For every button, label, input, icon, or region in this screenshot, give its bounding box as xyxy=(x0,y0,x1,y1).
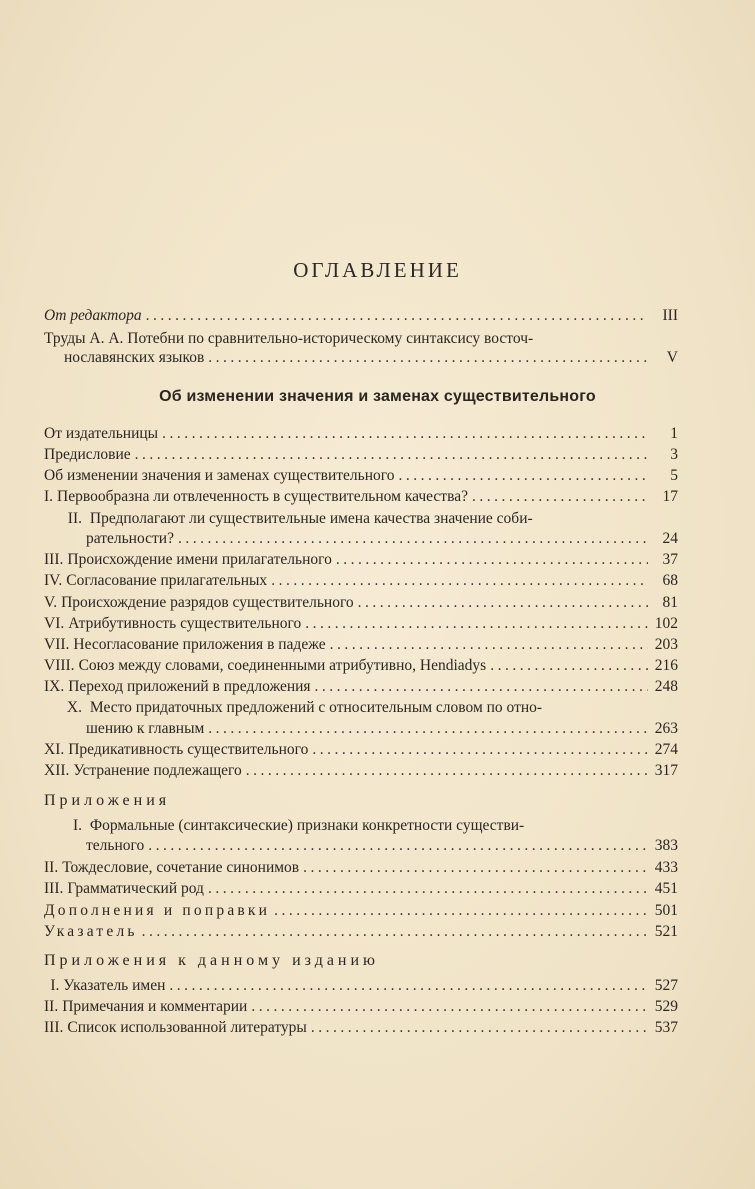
leader-dots xyxy=(208,879,648,899)
toc-entry[interactable] xyxy=(44,466,678,486)
entry-label: Примечания и комментарии xyxy=(62,998,248,1015)
entry-page: 274 xyxy=(654,741,678,758)
toc-entry[interactable] xyxy=(44,487,678,507)
entry-number: VIII. xyxy=(44,657,75,674)
toc-entry[interactable] xyxy=(44,879,678,899)
entry-number: VI. xyxy=(44,615,65,632)
entry-label: Об изменении значения и заменах существительного xyxy=(44,467,395,484)
entry-label: От издательницы xyxy=(44,425,159,442)
leader-dots xyxy=(208,348,648,368)
leader-dots xyxy=(472,487,648,507)
entry-number: XII. xyxy=(44,762,70,779)
leader-dots xyxy=(305,614,648,634)
entry-number: II. xyxy=(44,998,59,1015)
toc-entry-additions[interactable] xyxy=(44,901,678,921)
entry-label: Атрибутивность существительного xyxy=(68,615,302,632)
leader-dots xyxy=(271,571,648,591)
leader-dots xyxy=(399,466,649,486)
leader-dots xyxy=(358,593,648,613)
entry-label: Происхождение разрядов существительного xyxy=(61,594,354,611)
entry-number: IX. xyxy=(44,678,65,695)
toc-entry[interactable] xyxy=(44,571,678,591)
entry-page: 451 xyxy=(654,880,678,897)
toc-entry-index[interactable] xyxy=(44,922,678,942)
entry-label: Предисловие xyxy=(44,446,131,463)
entry-number: II. xyxy=(67,510,82,527)
entry-page: 248 xyxy=(654,678,678,695)
entry-number: I. xyxy=(44,488,54,505)
leader-dots xyxy=(336,550,648,570)
entry-page: 521 xyxy=(654,923,678,940)
toc-entry-potebnya-line1: Труды А. А. Потебни по сравнительно-историческому синтаксису восточ- xyxy=(44,330,534,347)
toc-entry[interactable] xyxy=(44,424,678,444)
toc-entry[interactable] xyxy=(86,836,678,856)
entry-page: 102 xyxy=(654,615,678,632)
entry-page: 3 xyxy=(670,446,678,463)
entry-label: Предикативность существительного xyxy=(68,741,309,758)
entry-number: X. xyxy=(66,699,82,716)
entry-label: Список использованной литературы xyxy=(67,1019,307,1036)
toc-entry[interactable] xyxy=(44,593,678,613)
entry-number: XI. xyxy=(44,741,65,758)
entry-page: 433 xyxy=(654,859,678,876)
leader-dots xyxy=(330,635,648,655)
entry-page: 263 xyxy=(654,720,678,737)
toc-entry-line1 xyxy=(44,509,533,529)
toc-entry-line1 xyxy=(44,698,542,718)
edition-appendix-heading: Приложения к данному изданию xyxy=(44,952,380,969)
entry-page: 81 xyxy=(662,594,678,611)
entry-page: 24 xyxy=(662,530,678,547)
entry-label: рательности? xyxy=(86,530,174,547)
entry-number: III. xyxy=(44,880,64,897)
entry-label: Согласование прилагательных xyxy=(66,572,268,589)
leader-dots xyxy=(315,677,648,697)
entry-page: 203 xyxy=(654,636,678,653)
entry-page: 501 xyxy=(654,902,678,919)
toc-entry-editor[interactable] xyxy=(44,306,678,326)
leader-dots xyxy=(148,836,648,856)
entry-page: 5 xyxy=(670,467,678,484)
entry-number: III. xyxy=(44,551,64,568)
entry-page: 527 xyxy=(654,977,678,994)
entry-label: Указатель xyxy=(44,923,138,940)
leader-dots xyxy=(312,740,648,760)
entry-number: I. xyxy=(72,817,82,834)
entry-number: I. xyxy=(50,977,60,994)
entry-label: нославянских языков xyxy=(64,349,205,366)
leader-dots xyxy=(246,761,648,781)
toc-entry[interactable] xyxy=(44,656,678,676)
entry-number: II. xyxy=(44,859,59,876)
leader-dots xyxy=(208,719,648,739)
page-title: ОГЛАВЛЕНИЕ xyxy=(293,258,462,282)
leader-dots xyxy=(146,306,648,326)
toc-entry[interactable] xyxy=(44,550,678,570)
toc-entry[interactable] xyxy=(86,719,678,739)
entry-label: Формальные (синтаксические) признаки конкретности существи- xyxy=(89,817,525,834)
entry-page: 216 xyxy=(654,657,678,674)
leader-dots xyxy=(490,656,648,676)
entry-page: 529 xyxy=(654,998,678,1015)
entry-label: Происхождение имени прилагательного xyxy=(67,551,332,568)
toc-entry[interactable] xyxy=(44,445,678,465)
entry-number: VII. xyxy=(44,636,70,653)
toc-entry[interactable] xyxy=(86,529,678,549)
toc-entry[interactable] xyxy=(44,858,678,878)
entry-label: Место придаточных предложений с относительным словом по отно- xyxy=(89,699,543,716)
entry-page: III xyxy=(662,307,678,324)
entry-page: 537 xyxy=(654,1019,678,1036)
leader-dots xyxy=(142,922,648,942)
entry-label: шению к главным xyxy=(86,720,205,737)
entry-label: Союз между словами, соединенными атрибутивно, Hendiadys xyxy=(78,657,487,674)
entry-label: От редактора xyxy=(44,307,142,324)
entry-page: 17 xyxy=(662,488,678,505)
toc-entry[interactable] xyxy=(44,976,678,996)
entry-number: III. xyxy=(44,1019,64,1036)
toc-entry-potebnya[interactable] xyxy=(64,348,678,368)
entry-number: V. xyxy=(44,594,58,611)
entry-label: Переход приложений в предложения xyxy=(68,678,311,695)
entry-page: 68 xyxy=(662,572,678,589)
toc-entry[interactable] xyxy=(44,997,678,1017)
entry-page: 383 xyxy=(654,837,678,854)
entry-page: 317 xyxy=(654,762,678,779)
toc-entry-line1 xyxy=(44,816,524,836)
leader-dots xyxy=(274,901,648,921)
entry-label: Предполагают ли существительные имена качества значение соби- xyxy=(89,510,533,527)
entry-label: тельного xyxy=(86,837,145,854)
entry-label: Первообразна ли отвлеченность в существительном качества? xyxy=(57,488,468,505)
entry-label: Указатель имен xyxy=(63,977,166,994)
leader-dots xyxy=(303,858,648,878)
entry-label: Тождесловие, сочетание синонимов xyxy=(62,859,300,876)
entry-page: 1 xyxy=(670,425,678,442)
toc-entry[interactable] xyxy=(44,740,678,760)
toc-entry[interactable] xyxy=(44,1018,678,1038)
toc-entry[interactable] xyxy=(44,635,678,655)
section-heading: Об изменении значения и заменах существительного xyxy=(159,388,596,405)
toc-entry[interactable] xyxy=(44,677,678,697)
leader-dots xyxy=(162,424,648,444)
entry-label: Несогласование приложения в падеже xyxy=(73,636,326,653)
entry-page: 37 xyxy=(662,551,678,568)
entry-page: V xyxy=(666,349,678,366)
entry-label: Устранение подлежащего xyxy=(73,762,242,779)
toc-entry[interactable] xyxy=(44,614,678,634)
toc-entry[interactable] xyxy=(44,761,678,781)
leader-dots xyxy=(169,976,648,996)
entry-label: Грамматический род xyxy=(67,880,204,897)
leader-dots xyxy=(178,529,648,549)
leader-dots xyxy=(311,1018,648,1038)
leader-dots xyxy=(135,445,648,465)
entry-number: IV. xyxy=(44,572,63,589)
leader-dots xyxy=(251,997,648,1017)
entry-label: Дополнения и поправки xyxy=(44,902,271,919)
appendix-heading: Приложения xyxy=(44,792,171,809)
